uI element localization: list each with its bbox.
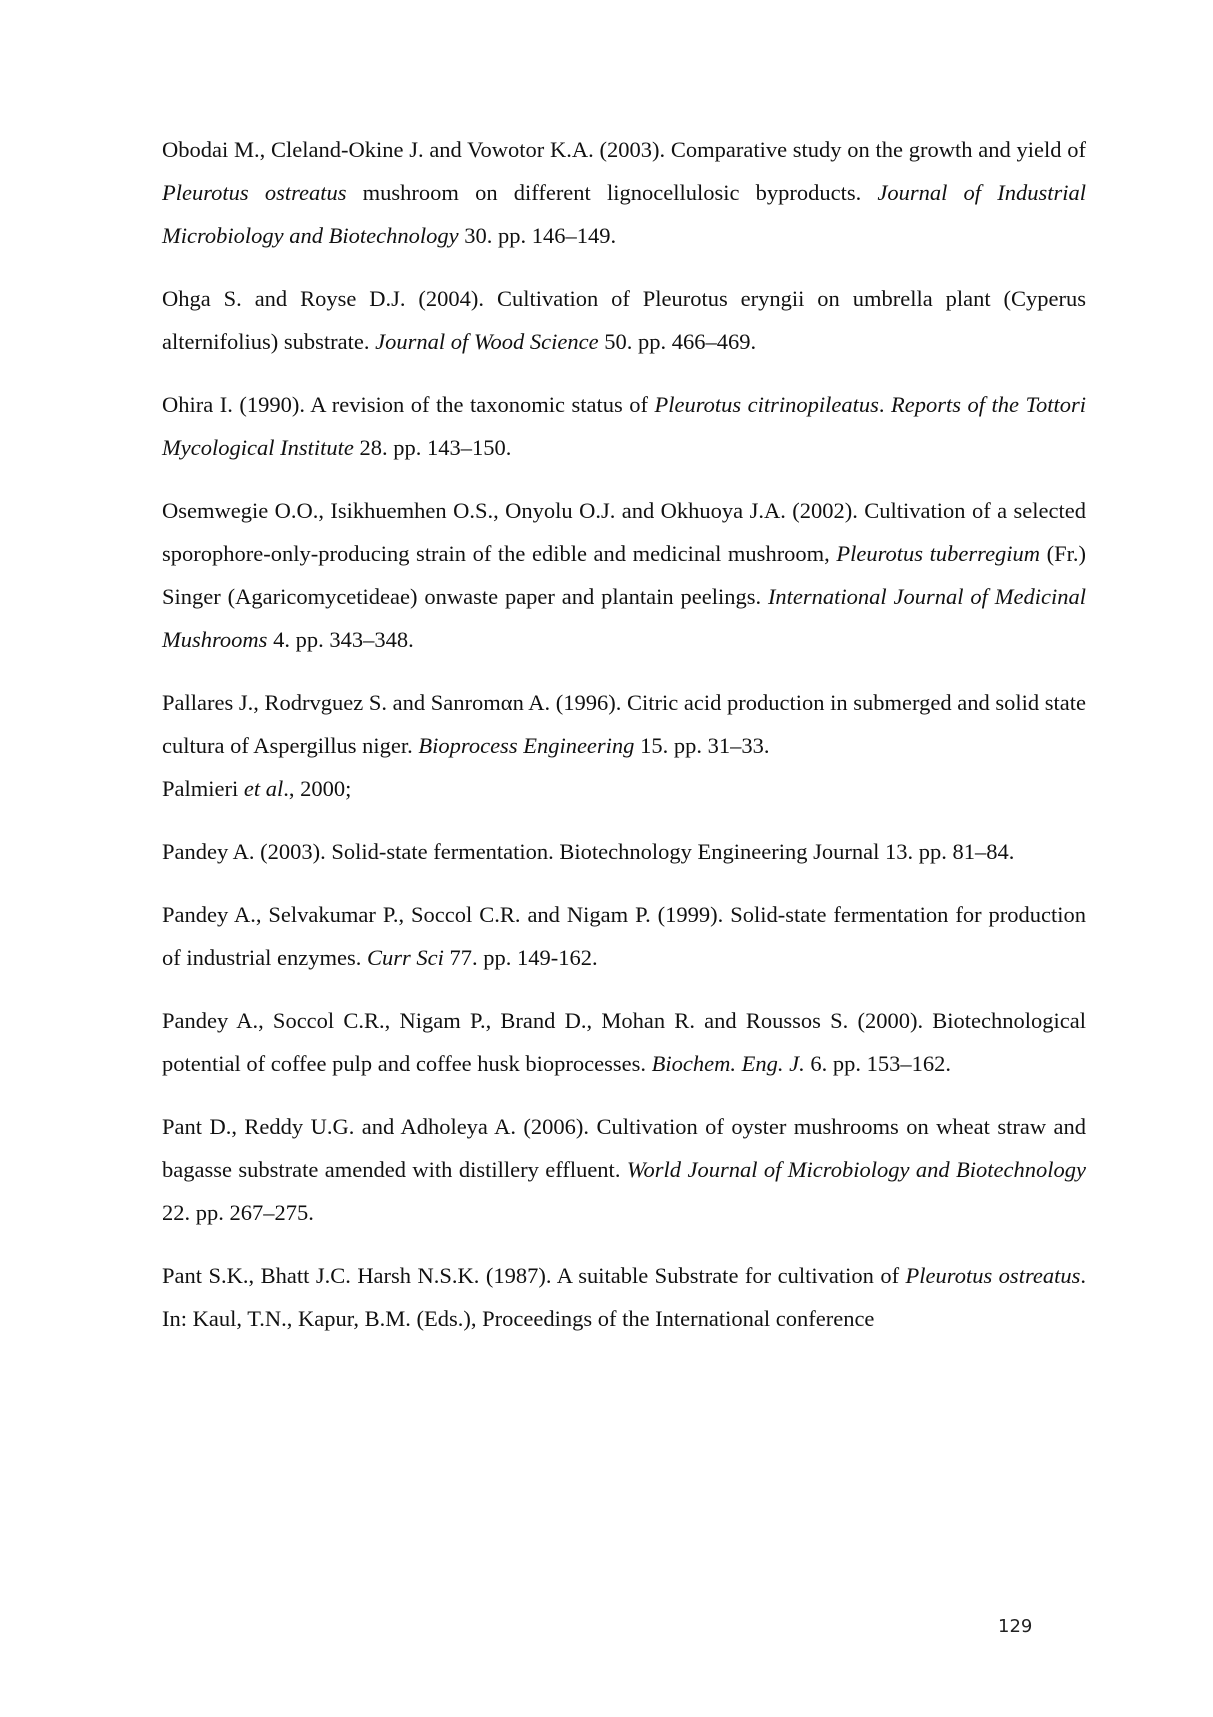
- reference-italic-text: Pleurotus ostreatus: [905, 1263, 1081, 1288]
- reference-text: Palmieri: [162, 776, 244, 801]
- reference-text: 30. pp. 146–149.: [458, 223, 617, 248]
- reference-entry: [162, 681, 1086, 767]
- reference-text: 77. pp. 149-162.: [443, 945, 598, 970]
- reference-entry: [162, 1254, 1086, 1340]
- reference-text: (Fr.) Singer (Agaricomycetideae) onwaste paper and plantain peelings.: [162, 541, 1087, 609]
- reference-text: 4. pp. 343–348.: [267, 627, 414, 652]
- reference-text: Ohira I. (1990). A revision of the taxonomic status of: [162, 392, 655, 417]
- reference-italic-text: World Journal of Microbiology and Biotechnology: [626, 1157, 1086, 1182]
- reference-italic-text: Pleurotus tuberregium: [836, 541, 1041, 566]
- reference-entry: [162, 893, 1086, 979]
- reference-italic-text: Journal of Industrial Microbiology and Biotechnology: [162, 180, 1086, 248]
- reference-entry: [162, 999, 1086, 1085]
- reference-italic-text: Curr Sci: [366, 945, 444, 970]
- reference-entry: [162, 1105, 1086, 1234]
- reference-entry: [162, 277, 1086, 363]
- page-number: 129: [998, 1616, 1033, 1637]
- reference-text: Pandey A., Selvakumar P., Soccol C.R. and Nigam P. (1999). Solid-state fermentation for production of industrial enzymes.: [162, 902, 1086, 970]
- reference-entry: [162, 489, 1086, 661]
- reference-italic-text: Biochem. Eng. J.: [651, 1051, 805, 1076]
- reference-text: Pallares J., Rodrvguez S. and Sanromαn A. (1996). Citric acid production in submerged and solid state cultura of Aspergillus niger.: [162, 690, 1086, 758]
- reference-text: ., 2000;: [283, 776, 352, 801]
- reference-text: 28. pp. 143–150.: [353, 435, 512, 460]
- reference-italic-text: et al: [243, 776, 284, 801]
- reference-text: Pandey A., Soccol C.R., Nigam P., Brand D., Mohan R. and Roussos S. (2000). Biotechnological potential of coffee pulp and coffee husk bioprocesses.: [162, 1008, 1086, 1076]
- reference-list: [162, 128, 1086, 1360]
- reference-entry: [162, 128, 1086, 257]
- reference-text: . In: Kaul, T.N., Kapur, B.M. (Eds.), Proceedings of the International conference: [162, 1263, 1086, 1331]
- reference-text: Pant S.K., Bhatt J.C. Harsh N.S.K. (1987). A suitable Substrate for cultivation of: [162, 1263, 906, 1288]
- reference-text: 15. pp. 31–33.: [634, 733, 770, 758]
- reference-text: .: [878, 392, 892, 417]
- reference-italic-text: Reports of the Tottori Mycological Institute: [162, 392, 1087, 460]
- reference-text: Ohga S. and Royse D.J. (2004). Cultivation of Pleurotus eryngii on umbrella plant (Cyperus alternifolius) substrate.: [162, 286, 1086, 354]
- reference-text: mushroom on different lignocellulosic byproducts.: [346, 180, 878, 205]
- reference-entry: [162, 767, 1086, 810]
- reference-text: Osemwegie O.O., Isikhuemhen O.S., Onyolu O.J. and Okhuoya J.A. (2002). Cultivation of a selected sporophore-only-producing strain of the edible and medicinal mushroom,: [162, 498, 1086, 566]
- reference-text: Pant D., Reddy U.G. and Adholeya A. (2006). Cultivation of oyster mushrooms on wheat straw and bagasse substrate amended with distillery effluent.: [162, 1114, 1086, 1182]
- reference-text: Obodai M., Cleland-Okine J. and Vowotor K.A. (2003). Comparative study on the growth and yield of: [162, 137, 1086, 162]
- reference-text: 6. pp. 153–162.: [804, 1051, 951, 1076]
- reference-italic-text: Pleurotus ostreatus: [162, 180, 347, 205]
- reference-entry: [162, 383, 1086, 469]
- reference-italic-text: Bioprocess Engineering: [418, 733, 635, 758]
- reference-text: 50. pp. 466–469.: [598, 329, 757, 354]
- reference-italic-text: International Journal of Medicinal Mushrooms: [162, 584, 1086, 652]
- reference-entry: [162, 830, 1086, 873]
- reference-text: Pandey A. (2003). Solid-state fermentation. Biotechnology Engineering Journal 13. pp. 81–84.: [162, 839, 1015, 864]
- reference-italic-text: Journal of Wood Science: [375, 329, 599, 354]
- reference-text: 22. pp. 267–275.: [162, 1200, 314, 1225]
- reference-italic-text: Pleurotus citrinopileatus: [654, 392, 879, 417]
